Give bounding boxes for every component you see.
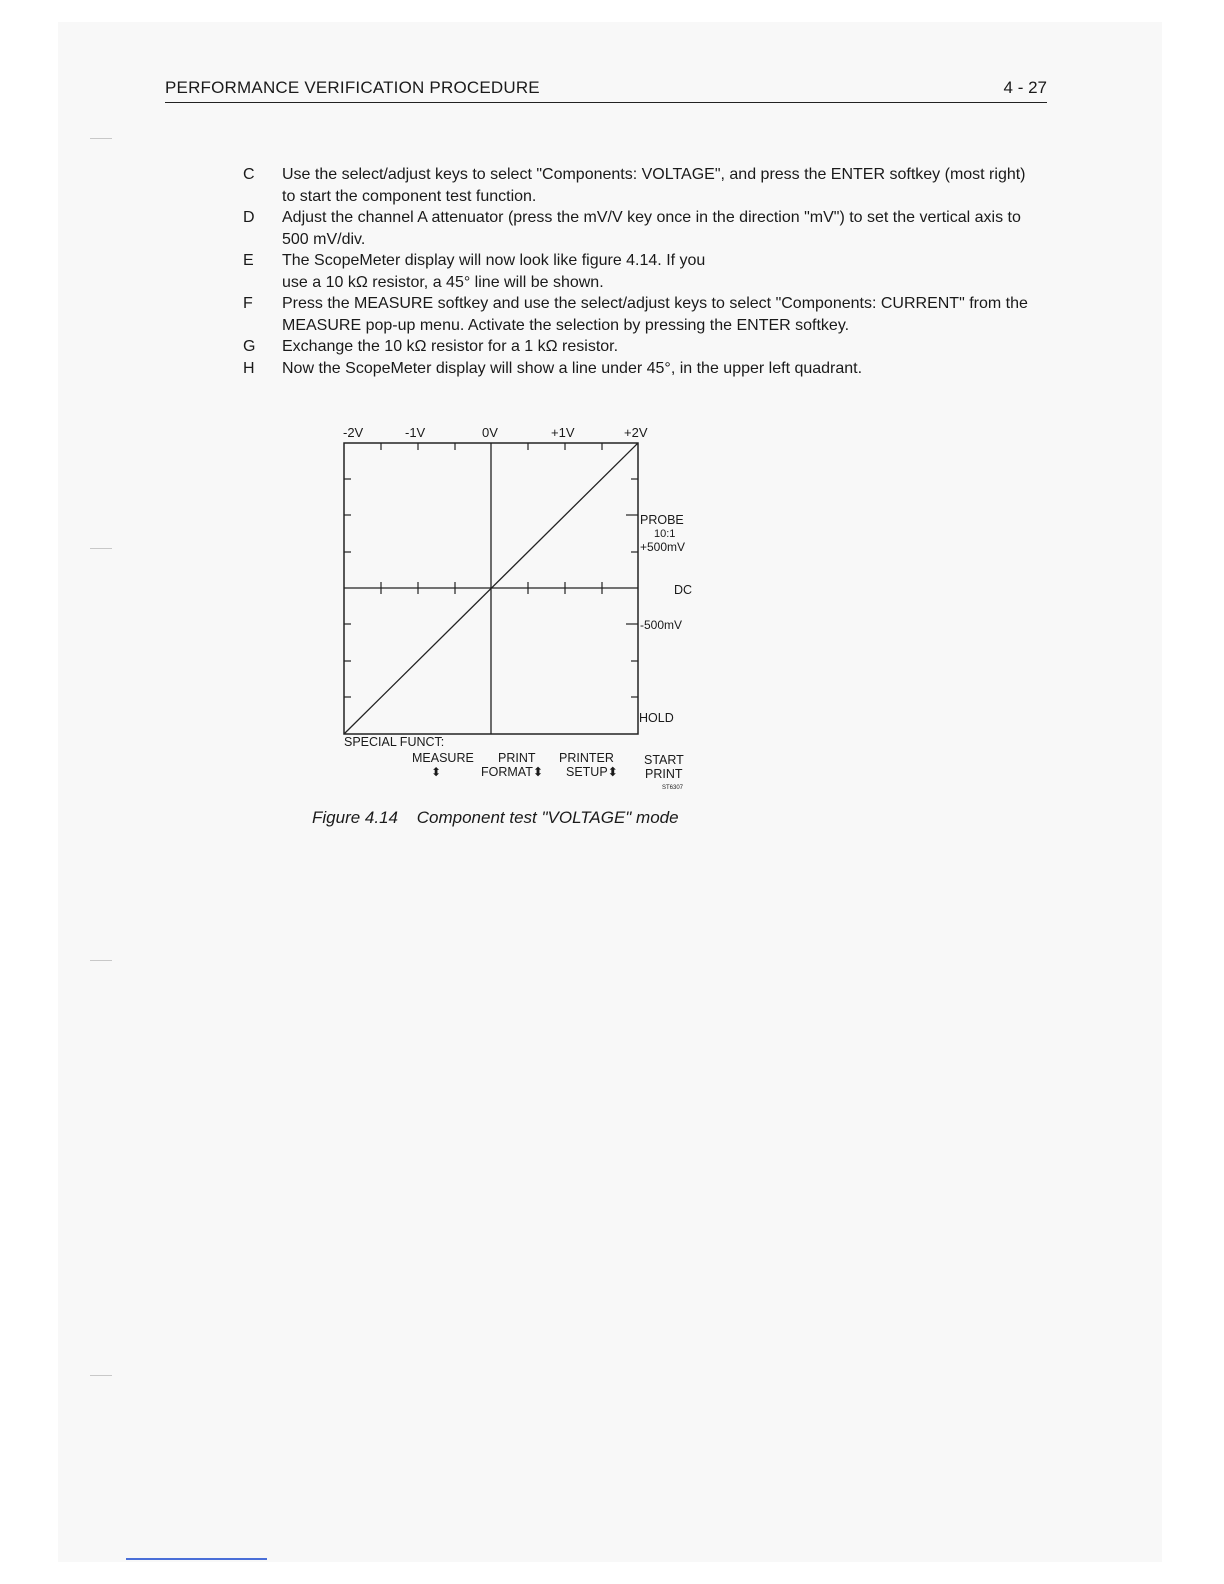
figure-caption — [312, 808, 679, 828]
step-text: Adjust the channel A attenuator (press the mV/V key once in the direction "mV") to set the vertical axis to 500 mV/div. — [282, 209, 1021, 248]
caption-number: Figure 4.14 — [312, 808, 398, 827]
margin-mark — [90, 960, 112, 961]
caption-text: Component test "VOLTAGE" mode — [416, 808, 679, 827]
step-letter: F — [243, 295, 253, 312]
softkey-format-label: FORMAT⬍ — [481, 765, 544, 779]
section-title: PERFORMANCE VERIFICATION PROCEDURE — [165, 78, 540, 97]
softkey-print-label: PRINT — [498, 751, 536, 765]
margin-mark — [90, 138, 112, 139]
softkey-measure-arrow: ⬍ — [431, 765, 442, 779]
x-label-minus-2v: -2V — [343, 425, 364, 440]
plus-500mv-label: +500mV — [640, 540, 686, 554]
x-label-0v: 0V — [482, 425, 498, 440]
minus-500mv-label: -500mV — [640, 618, 683, 632]
hold-label: HOLD — [639, 711, 674, 725]
step-letter: H — [243, 359, 255, 377]
step-item — [243, 293, 1043, 336]
step-item — [243, 336, 1043, 358]
scopemeter-screen — [300, 420, 720, 790]
step-letter: E — [243, 252, 254, 269]
step-text: Exchange the 10 kΩ resistor for a 1 kΩ resistor. — [282, 338, 619, 355]
procedure-steps — [243, 164, 1043, 379]
margin-mark — [90, 548, 112, 549]
step-letter: D — [243, 209, 255, 226]
step-item — [243, 250, 1043, 293]
softkey-printer-label: PRINTER — [559, 751, 614, 765]
step-item — [243, 358, 1043, 380]
step-item — [243, 207, 1043, 250]
step-text: Press the MEASURE softkey and use the select/adjust keys to select "Components: CURRENT" from the MEASURE pop-up menu. Activate the selection by pressing the ENTER softkey. — [282, 295, 1028, 334]
softkey-measure-label: MEASURE — [412, 751, 474, 765]
probe-ratio-label: 10:1 — [654, 528, 676, 540]
scopemeter-display-figure — [300, 420, 720, 790]
special-funct-title: SPECIAL FUNCT: — [344, 735, 445, 749]
x-label-minus-1v: -1V — [405, 425, 426, 440]
figure-code: ST6307 — [662, 785, 684, 790]
x-label-plus-1v: +1V — [551, 425, 575, 440]
page-number: 4 - 27 — [1003, 78, 1047, 97]
step-text: Use the select/adjust keys to select "Components: VOLTAGE", and press the ENTER softkey (most right) to start the component test function. — [282, 166, 1026, 205]
step-text: Now the ScopeMeter display will show a line under 45°, in the upper left quadrant. — [282, 359, 863, 377]
softkey-start-label: START — [644, 753, 684, 767]
softkey-setup-label: SETUP⬍ — [566, 765, 619, 779]
step-letter: G — [243, 338, 256, 355]
softkey-print2-label: PRINT — [645, 767, 683, 781]
step-item — [243, 164, 1043, 207]
page-header — [165, 78, 1047, 103]
step-letter: C — [243, 166, 255, 183]
x-label-plus-2v: +2V — [624, 425, 648, 440]
coupling-dc-label: DC — [674, 583, 693, 597]
footer-line — [126, 1558, 267, 1560]
step-text: The ScopeMeter display will now look like figure 4.14. If you use a 10 kΩ resistor, a 45° line will be shown. — [282, 252, 706, 291]
margin-mark — [90, 1375, 112, 1376]
probe-label: PROBE — [640, 513, 684, 527]
